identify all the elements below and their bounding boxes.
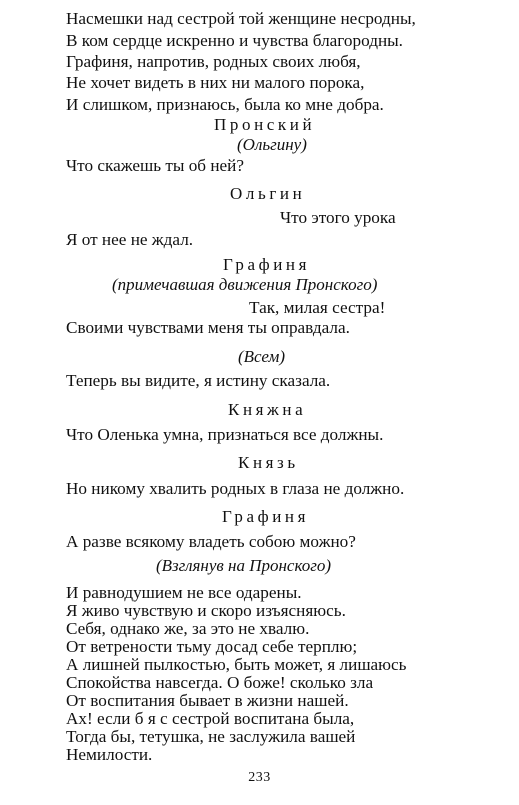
verse-line: И слишком, признаюсь, была ко мне добра. [66, 95, 384, 114]
verse-line: И равнодушием не все одарены. [66, 583, 302, 602]
verse-line: В ком сердце искренно и чувства благородны. [66, 31, 403, 50]
verse-line: Насмешки над сестрой той женщине несродны, [66, 9, 416, 28]
speaker-name: Ольгин [230, 184, 306, 203]
verse-line: От ветрености тьму досад себе терплю; [66, 637, 358, 656]
dialogue-line: Но никому хвалить родных в глаза не должно. [66, 479, 405, 498]
verse-line: Не хочет видеть в них ни малого порока, [66, 73, 365, 92]
dialogue-line: Что Оленька умна, признаться все должны. [66, 425, 384, 444]
verse-line: Тогда бы, тетушка, не заслужила вашей [66, 727, 356, 746]
verse-line: От воспитания бывает в жизни нашей. [66, 691, 349, 710]
dialogue-line: Своими чувствами меня ты оправдала. [66, 318, 350, 337]
speaker-name: Пронский [214, 115, 316, 134]
speaker-name: Княжна [228, 400, 307, 419]
stage-direction: (примечавшая движения Пронского) [112, 275, 378, 294]
stage-direction: (Всем) [238, 347, 285, 366]
dialogue-line: Так, милая сестра! [249, 298, 386, 317]
dialogue-line: Теперь вы видите, я истину сказала. [66, 371, 331, 390]
verse-line: Графиня, напротив, родных своих любя, [66, 52, 361, 71]
speaker-name: Князь [238, 453, 299, 472]
page-number: 233 [248, 770, 271, 785]
dialogue-line: А разве всякому владеть собою можно? [66, 532, 356, 551]
dialogue-line: Я от нее не ждал. [66, 230, 194, 249]
speaker-name: Графиня [222, 507, 310, 526]
dialogue-line: Что этого урока [280, 208, 396, 227]
speaker-name: Графиня [223, 255, 311, 274]
verse-line: А лишней пылкостью, быть может, я лишаюсь [66, 655, 407, 674]
verse-line: Ах! если б я с сестрой воспитана была, [66, 709, 355, 728]
verse-line: Спокойства навсегда. О боже! сколько зла [66, 673, 374, 692]
dialogue-line: Что скажешь ты об ней? [66, 156, 244, 175]
stage-direction: (Взглянув на Пронского) [156, 556, 332, 575]
stage-direction: (Ольгину) [237, 135, 307, 154]
verse-line: Себя, однако же, за это не хвалю. [66, 619, 310, 638]
verse-line: Я живо чувствую и скоро изъясняюсь. [66, 601, 346, 620]
verse-line: Немилости. [66, 745, 153, 764]
